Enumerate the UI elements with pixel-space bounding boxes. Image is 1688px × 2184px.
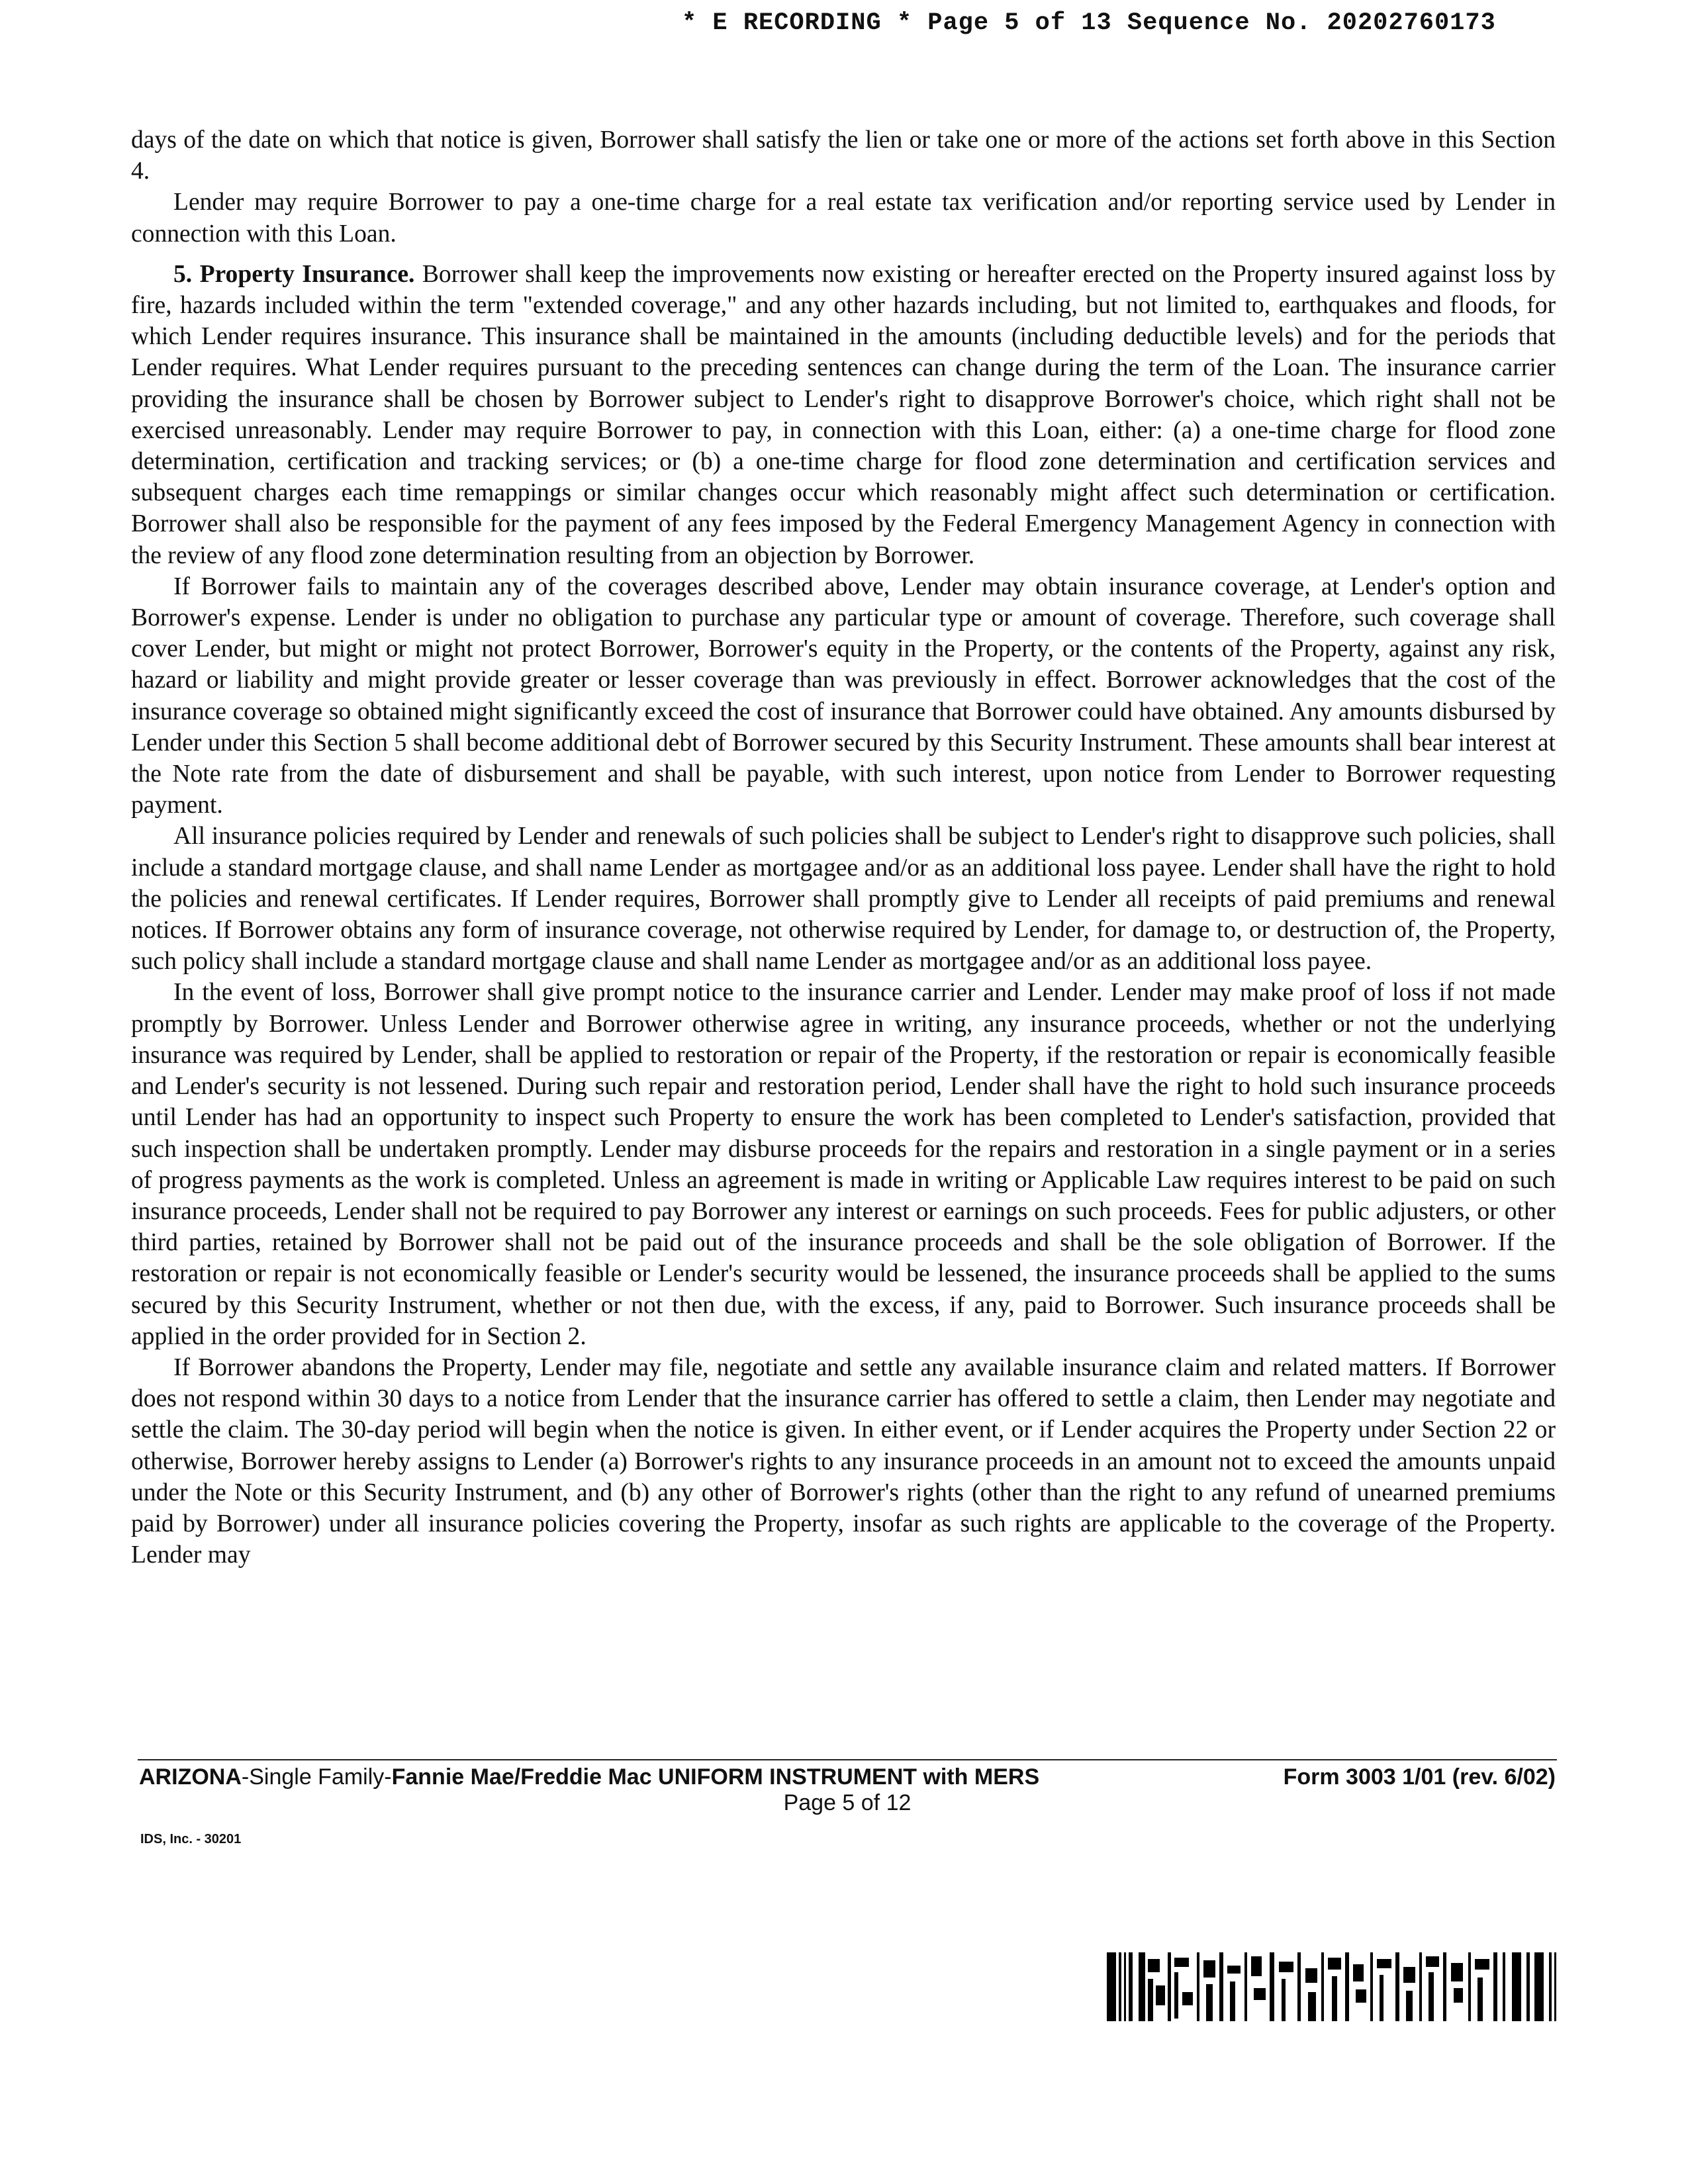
footer-family-type: -Single Family- [241,1764,392,1790]
footer-form-title [139,1764,1039,1790]
footer-state: ARIZONA [139,1764,242,1790]
paragraph-abandonment: If Borrower abandons the Property, Lender may file, negotiate and settle any available insurance claim and related matters. If Borrower does not respond within 30 days to a notice from Lender that the insurance carrier has offered to settle a claim, then Lender may negotiate and settle the claim. The 30-day period will begin when the notice is given. In either event, or if Lender acquires the Property under Section 22 or otherwise, Borrower hereby assigns to Lender (a) Borrower's rights to any insurance proceeds in an amount not to exceed the amounts unpaid under the Note or this Security Instrument, and (b) any other of Borrower's rights (other than the right to any refund of unearned premiums paid by Borrower) under all insurance policies covering the Property, insofar as such rights are applicable to the coverage of the Property. Lender may [131,1353,1556,1569]
footer-page-number: Page 5 of 12 [783,1790,912,1815]
document-body [131,124,1556,1570]
section-5-heading: 5. Property Insurance. [173,260,415,288]
recording-header: * E RECORDING * Page 5 of 13 Sequence No. 20202760173 [682,9,1496,37]
paragraph-policies: All insurance policies required by Lender and renewals of such policies shall be subject to Lender's right to disapprove such policies, shall include a standard mortgage clause, and shall name Lender as mortgagee and/or as an additional loss payee. Lender shall have the right to hold the policies and renewal certificates. If Lender requires, Borrower shall promptly give to Lender all receipts of paid premiums and renewal notices. If Borrower obtains any form of insurance coverage, not otherwise required by Lender, for damage to, or destruction of, the Property, such policy shall include a standard mortgage clause and shall name Lender as mortgagee and/or as an additional loss payee. [131,823,1556,976]
section-5-text: Borrower shall keep the improvements now existing or hereafter erected on the Property insured against loss by fire, hazards included within the term "extended coverage," and any other hazards including, but not limited to, earthquakes and floods, for which Lender requires insurance. This insurance shall be maintained in the amounts (including deductible levels) and for the periods that Lender requires. What Lender requires pursuant to the preceding sentences can change during the term of the Loan. The insurance carrier providing the insurance shall be chosen by Borrower subject to Lender's right to disapprove Borrower's choice, which right shall not be exercised unreasonably. Lender may require Borrower to pay, in connection with this Loan, either: (a) a one-time charge for flood zone determination, certification and tracking services; or (b) a one-time charge for flood zone determination and certification services and subsequent charges each time remappings or similar changes occur which reasonably might affect such determination or certification. Borrower shall also be responsible for the payment of any fees imposed by the Federal Emergency Management Agency in connection with the review of any flood zone determination resulting from an objection by Borrower. [131,260,1556,569]
footer-instrument: Fannie Mae/Freddie Mac UNIFORM INSTRUMENT with MERS [391,1764,1040,1790]
paragraph-event-of-loss: In the event of loss, Borrower shall give prompt notice to the insurance carrier and Lender. Lender may make proof of loss if not made promptly by Borrower. Unless Lender and Borrower otherwise agree in writing, any insurance proceeds, whether or not the underlying insurance was required by Lender, shall be applied to restoration or repair of the Property, if the restoration or repair is economically feasible and Lender's security is not lessened. During such repair and restoration period, Lender shall have the right to hold such insurance proceeds until Lender has had an opportunity to inspect such Property to ensure the work has been completed to Lender's satisfaction, provided that such inspection shall be undertaken promptly. Lender may disburse proceeds for the repairs and restoration in a single payment or in a series of progress payments as the work is completed. Unless an agreement is made in writing or Applicable Law requires interest to be paid on such insurance proceeds, Lender shall not be required to pay Borrower any interest or earnings on such proceeds. Fees for public adjusters, or other third parties, retained by Borrower shall not be paid out of the insurance proceeds and shall be the sole obligation of Borrower. If the restoration or repair is not economically feasible or Lender's security would be lessened, the insurance proceeds shall be applied to the sums secured by this Security Instrument, whether or not then due, with the excess, if any, paid to Borrower. Such insurance proceeds shall be applied in the order provided for in Section 2. [131,979,1556,1350]
paragraph-section-4-continued: days of the date on which that notice is given, Borrower shall satisfy the lien or take one or more of the actions set forth above in this Section 4. [131,126,1556,185]
paragraph-tax-verification: Lender may require Borrower to pay a one-time charge for a real estate tax verification and/or reporting service used by Lender in connection with this Loan. [131,189,1556,248]
paragraph-section-5 [131,259,1556,571]
form-footer [139,1764,1556,1816]
footer-divider [138,1759,1557,1760]
paragraph-lapse-coverage: If Borrower fails to maintain any of the coverages described above, Lender may obtain insurance coverage, at Lender's option and Borrower's expense. Lender is under no obligation to purchase any particular type or amount of coverage. Therefore, such coverage shall cover Lender, but might or might not protect Borrower, Borrower's equity in the Property, or the contents of the Property, against any risk, hazard or liability and might provide greater or lesser coverage than was previously in effect. Borrower acknowledges that the cost of the insurance coverage so obtained might significantly exceed the cost of insurance that Borrower could have obtained. Any amounts disbursed by Lender under this Section 5 shall become additional debt of Borrower secured by this Security Instrument. These amounts shall bear interest at the Note rate from the date of disbursement and shall be payable, with such interest, upon notice from Lender to Borrower requesting payment. [131,572,1556,819]
footer-form-id: Form 3003 1/01 (rev. 6/02) [1283,1764,1556,1790]
barcode-graphic [1107,1952,1558,2021]
vendor-code: IDS, Inc. - 30201 [140,1832,242,1846]
